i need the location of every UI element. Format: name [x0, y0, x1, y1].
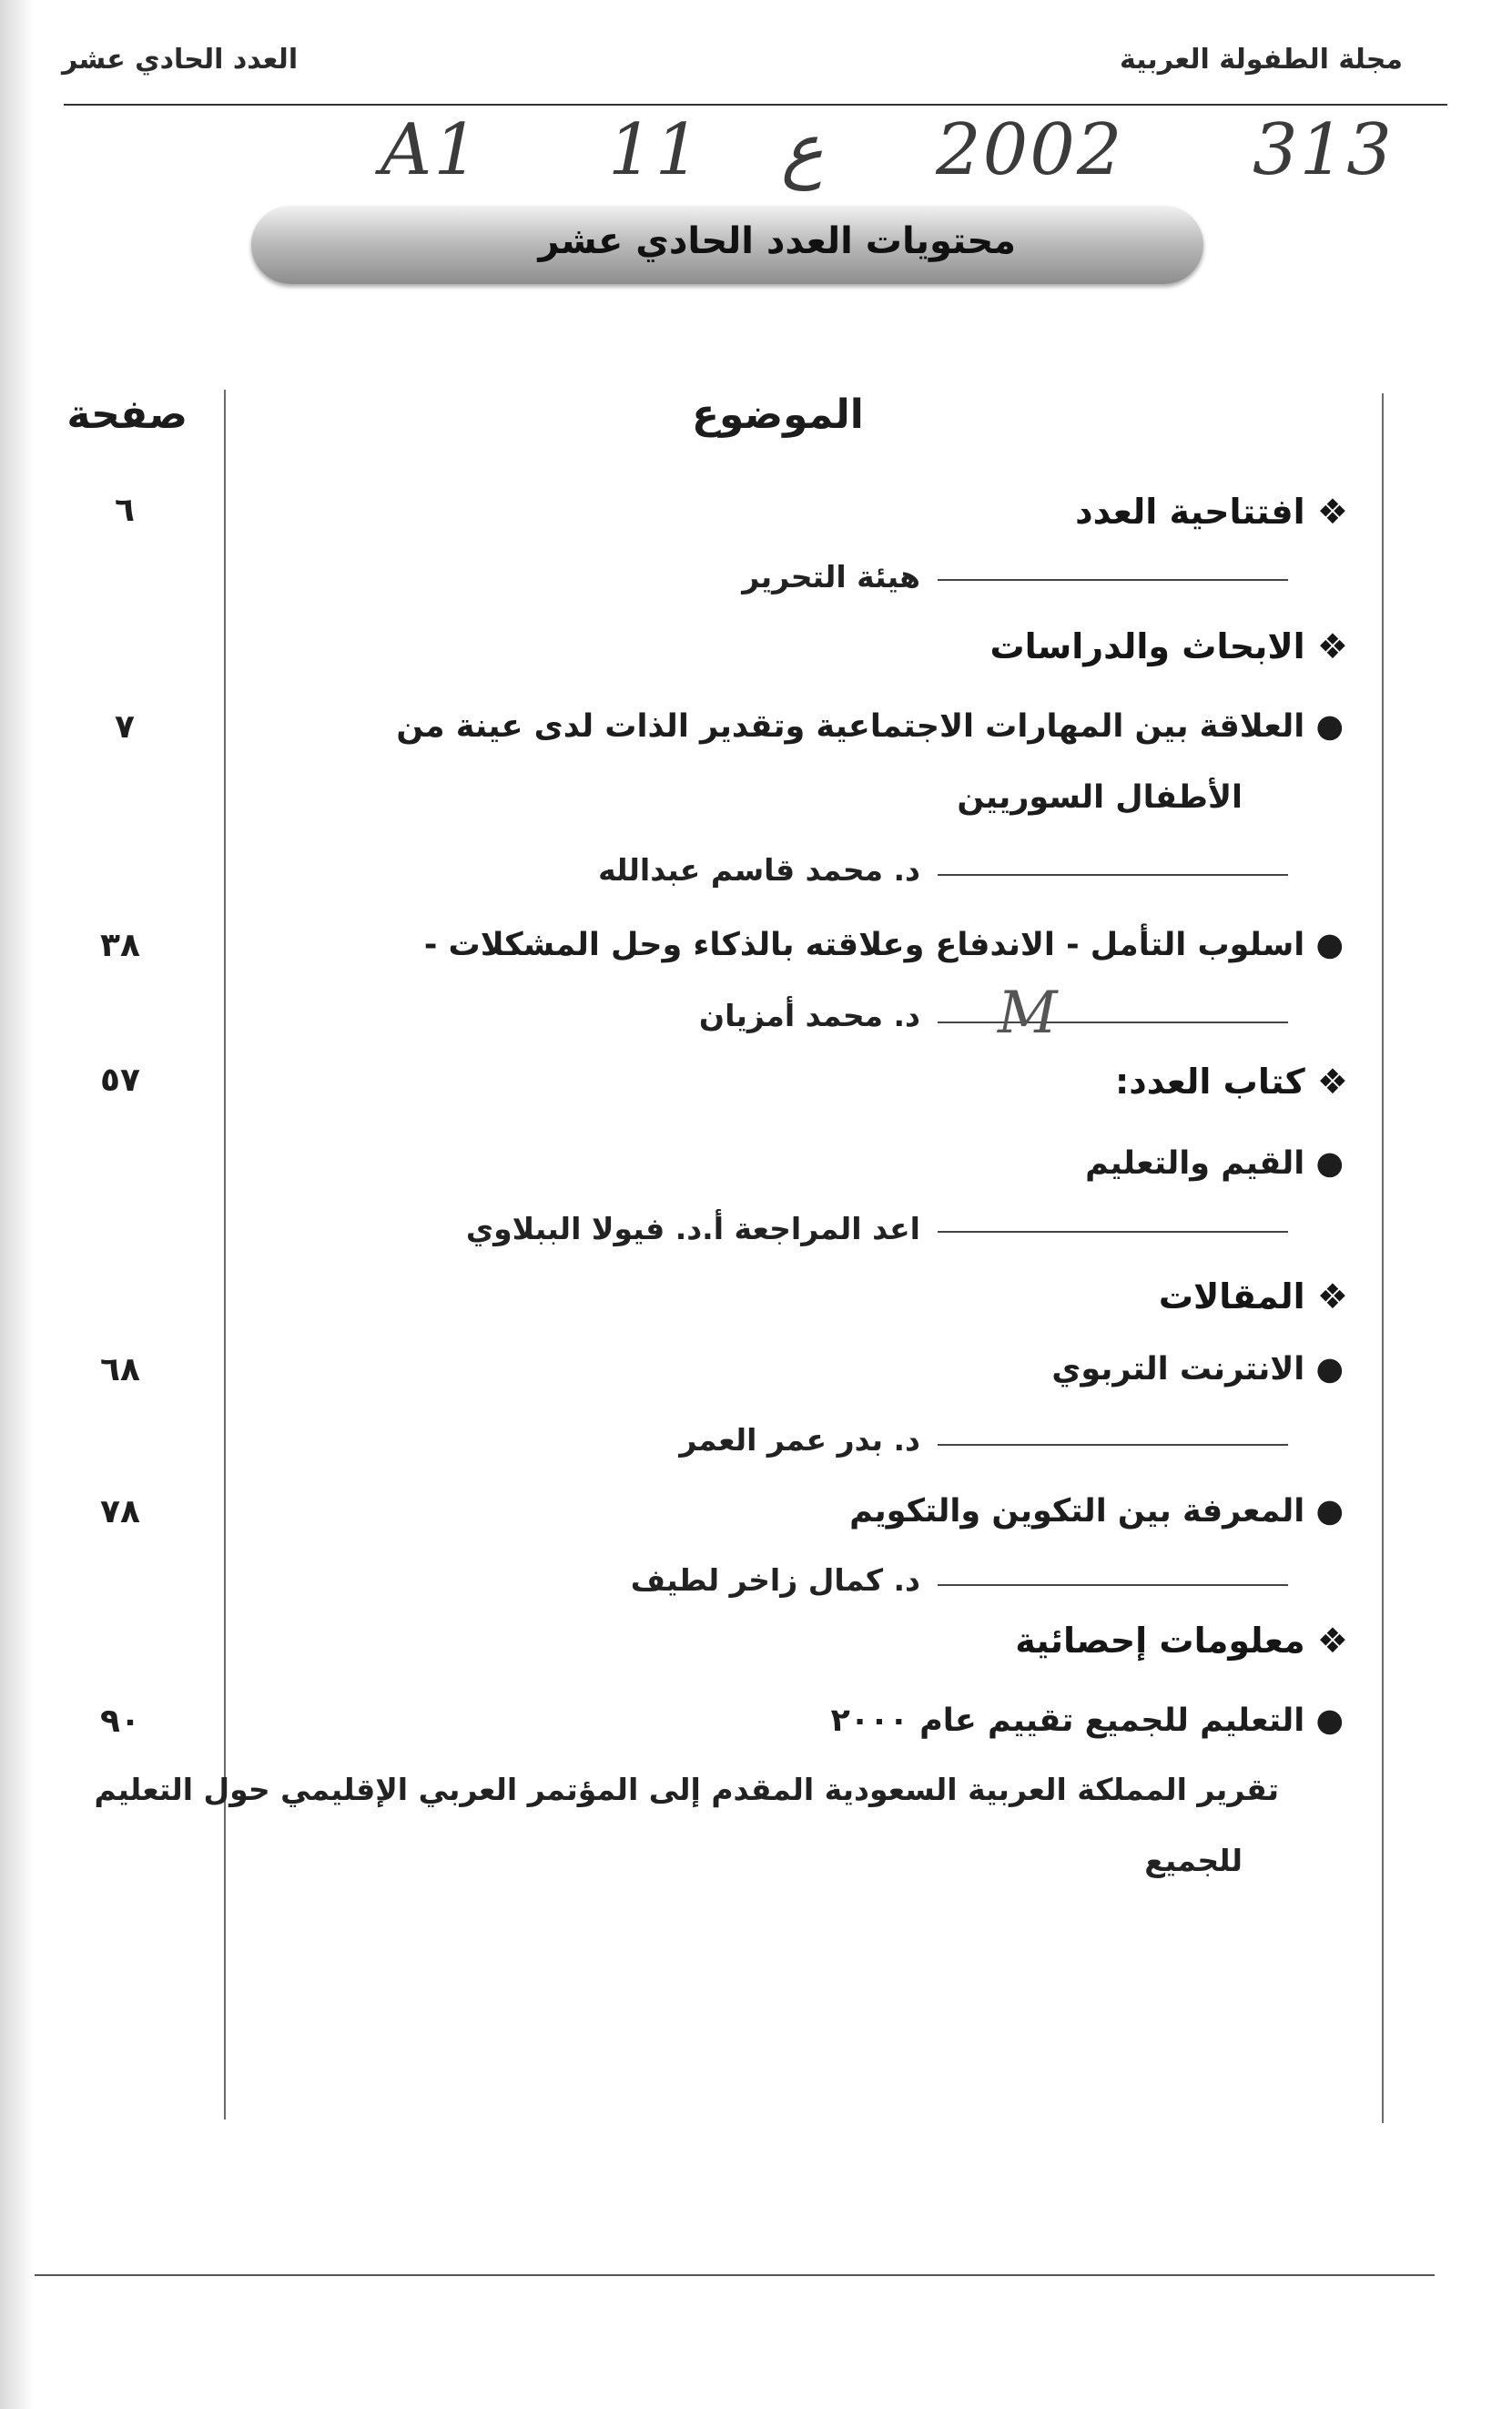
author: هيئة التحرير: [742, 559, 920, 595]
author-line: [938, 579, 1288, 581]
report-description-cont: للجميع: [1144, 1843, 1243, 1878]
author-line: [938, 1584, 1288, 1586]
page-number: ٦: [115, 492, 135, 529]
handwritten-number: 11: [608, 109, 703, 191]
handwritten-mark: M: [998, 980, 1058, 1047]
author-line: [938, 1022, 1288, 1023]
section-research: ❖ الابحاث والدراسات: [989, 626, 1348, 666]
article-title: ● العلاقة بين المهارات الاجتماعية وتقدير الذات لدى عينة من: [396, 708, 1344, 745]
page-number: ٩٠: [100, 1703, 140, 1740]
author: اعد المراجعة أ.د. فيولا الببلاوي: [465, 1211, 920, 1246]
author: د. كمال زاخر لطيف: [630, 1562, 920, 1598]
author-line: [938, 1231, 1288, 1233]
article-title: ● المعرفة بين التكوين والتكويم: [849, 1493, 1344, 1530]
page-number: ٧: [115, 708, 135, 746]
journal-name: مجلة الطفولة العربية: [1119, 44, 1403, 76]
article-title: ● اسلوب التأمل - الاندفاع وعلاقته بالذكاء وحل المشكلات -: [423, 927, 1344, 963]
book-title: ● القيم والتعليم: [1085, 1145, 1344, 1182]
author-line: [938, 1444, 1288, 1446]
author: د. محمد قاسم عبدالله: [598, 852, 920, 888]
handwritten-code: A1: [381, 109, 481, 191]
section-book: ❖ كتاب العدد:: [1115, 1062, 1348, 1102]
handwritten-letter: ع: [781, 109, 824, 191]
page-number: ٣٨: [100, 927, 140, 964]
author-line: [938, 874, 1288, 876]
article-title-cont: الأطفال السوريين: [957, 779, 1243, 816]
column-divider: [224, 390, 226, 2119]
page-column-heading: صفحة: [66, 391, 188, 438]
handwritten-year: 2002: [936, 109, 1124, 191]
page-number: ٦٨: [100, 1351, 140, 1388]
report-description: تقرير المملكة العربية السعودية المقدم إلى المؤتمر العربي الإقليمي حول التعليم: [94, 1772, 1279, 1807]
footer-rule: [35, 2274, 1435, 2276]
section-articles: ❖ المقالات: [1158, 1276, 1348, 1316]
stat-title: ● التعليم للجميع تقييم عام ٢٠٠٠: [830, 1703, 1344, 1739]
page-number: ٧٨: [100, 1493, 140, 1530]
issue-name: العدد الحادي عشر: [62, 44, 299, 76]
page-edge-shadow: [0, 0, 35, 2409]
right-border: [1382, 393, 1384, 2123]
topic-column-heading: الموضوع: [692, 391, 864, 438]
handwritten-id: 313: [1253, 109, 1394, 191]
author: د. محمد أمزيان: [698, 998, 920, 1033]
section-editorial: ❖ افتتاحية العدد: [1075, 492, 1348, 532]
contents-title: محتويات العدد الحادي عشر: [538, 220, 1016, 262]
header-rule: [64, 104, 1447, 106]
section-statistics: ❖ معلومات إحصائية: [1015, 1621, 1348, 1661]
author: د. بدر عمر العمر: [679, 1422, 920, 1458]
article-title: ● الانترنت التربوي: [1051, 1351, 1344, 1387]
page-number: ٥٧: [100, 1062, 140, 1099]
title-banner: [251, 206, 1203, 284]
